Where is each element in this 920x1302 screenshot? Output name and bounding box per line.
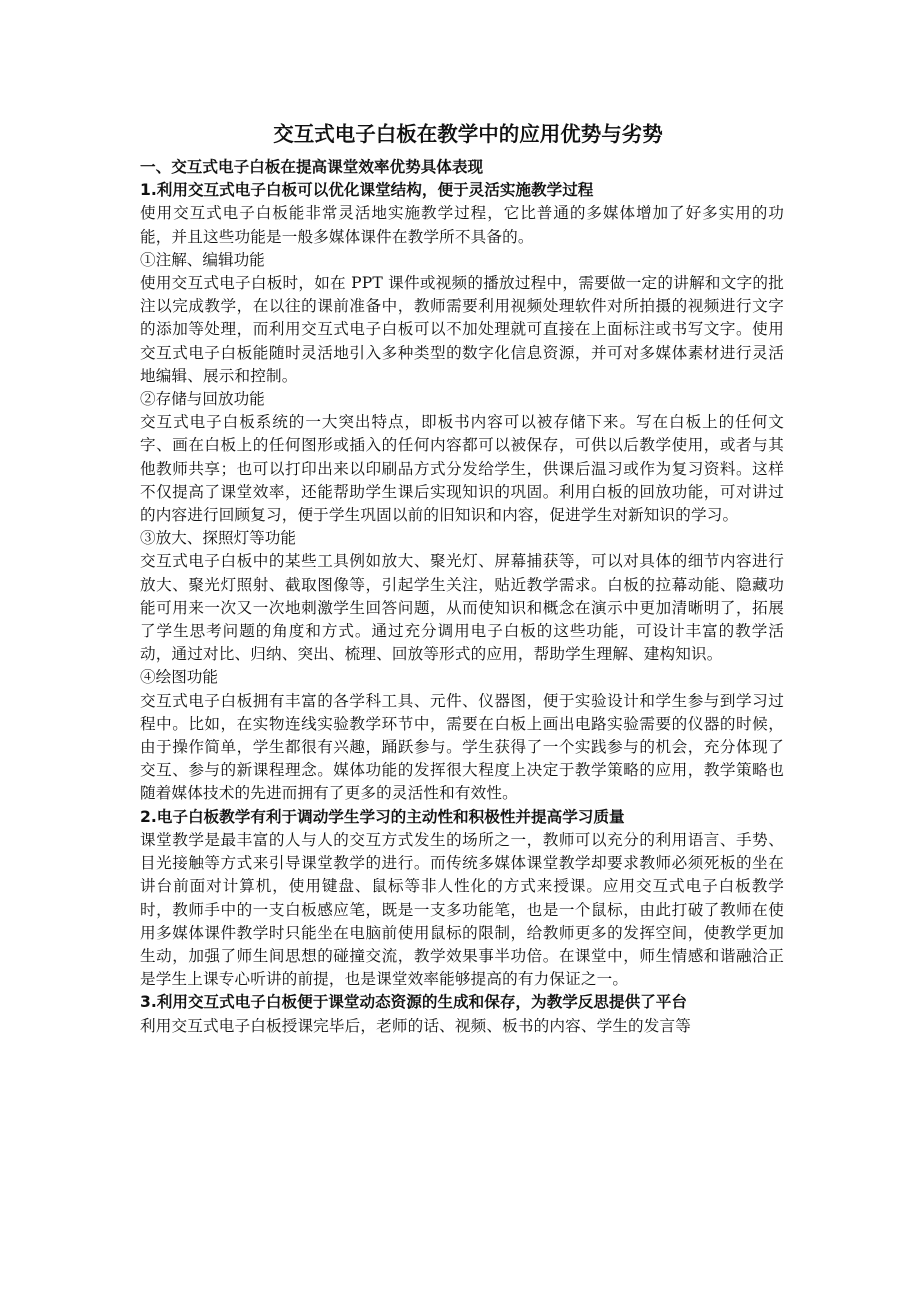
feature-title-drawing: ④绘图功能 [140, 668, 218, 687]
point-heading-3: 3.利用交互式电子白板便于课堂动态资源的生成和保存，为教学反思提供了平台 [140, 993, 687, 1012]
feature-text-annotate: 使用交互式电子白板时，如在 PPT 课件或视频的播放过程中，需要做一定的讲解和文字的批注以完成教学，在以往的课前准备中，教师需要利用视频处理软件对所拍摄的视频进行文字的添加等处理，而利用交互式电子白板可以不加处理就可直接在上面标注或书写文字。使用交互式电子白板能随时灵活地引入多种类型的数字化信息资源，并可对多媒体素材进行灵活地编辑、展示和控制。 [140, 274, 784, 385]
point-2-text: 课堂教学是最丰富的人与人的交互方式发生的场所之一，教师可以充分的利用语言、手势、目光接触等方式来引导课堂教学的进行。而传统多媒体课堂教学却要求教师必须死板的坐在讲台前面对计算机，使用键盘、鼠标等非人性化的方式来授课。应用交互式电子白板教学时，教师手中的一支白板感应笔，既是一支多功能笔，也是一个鼠标，由此打破了教师在使用多媒体课件教学时只能坐在电脑前使用鼠标的限制，给教师更多的发挥空间，使教学更加生动，加强了师生间思想的碰撞交流，教学效果事半功倍。在课堂中，师生情感和谐融洽正是学生上课专心听讲的前提，也是课堂效率能够提高的有力保证之一。 [140, 830, 784, 989]
feature-title-spotlight: ③放大、探照灯等功能 [140, 529, 296, 548]
point-1-intro: 使用交互式电子白板能非常灵活地实施教学过程，它比普通的多媒体增加了好多实用的功能，并且这些功能是一般多媒体课件在教学所不具备的。 [140, 204, 784, 246]
feature-text-spotlight: 交互式电子白板中的某些工具例如放大、聚光灯、屏幕捕获等，可以对具体的细节内容进行放大、聚光灯照射、截取图像等，引起学生关注，贴近教学需求。白板的拉幕动能、隐藏功能可用来一次又一次地刺激学生回答问题，从而使知识和概念在演示中更加清晰明了，拓展了学生思考问题的角度和方式。通过充分调用电子白板的这些功能，可设计丰富的教学活动，通过对比、归纳、突出、梳理、回放等形式的应用，帮助学生理解、建构知识。 [140, 552, 784, 664]
point-3-text: 利用交互式电子白板授课完毕后，老师的话、视频、板书的内容、学生的发言等 [140, 1016, 692, 1035]
feature-title-annotate: ①注解、编辑功能 [140, 250, 265, 269]
point-heading-2: 2.电子白板教学有利于调动学生学习的主动性和积极性并提高学习质量 [140, 807, 625, 826]
section-heading: 一、交互式电子白板在提高课堂效率优势具体表现 [140, 158, 484, 176]
feature-text-storage: 交互式电子白板系统的一大突出特点，即板书内容可以被存储下来。写在白板上的任何文字、画在白板上的任何图形或插入的任何内容都可以被保存，可供以后教学使用，或者与其他教师共享；也可以打印出来以印刷品方式分发给学生，供课后温习或作为复习资料。这样不仅提高了课堂效率，还能帮助学生课后实现知识的巩固。利用白板的回放功能，可对讲过的内容进行回顾复习，便于学生巩固以前的旧知识和内容，促进学生对新知识的学习。 [140, 413, 784, 525]
document-title: 交互式电子白板在教学中的应用优势与劣势 [273, 122, 663, 146]
feature-text-drawing: 交互式电子白板拥有丰富的各学科工具、元件、仪器图，便于实验设计和学生参与到学习过程中。比如，在实物连线实验教学环节中，需要在白板上画出电路实验需要的仪器的时候，由于操作简单，学生都很有兴趣，踊跃参与。学生获得了一个实践参与的机会，充分体现了交互、参与的新课程理念。媒体功能的发挥很大程度上决定于教学策略的应用，教学策略也随着媒体技术的先进而拥有了更多的灵活性和有效性。 [140, 691, 784, 803]
feature-title-storage: ②存储与回放功能 [140, 390, 265, 409]
point-heading-1: 1.利用交互式电子白板可以优化课堂结构，便于灵活实施教学过程 [140, 181, 594, 200]
document-page [140, 120, 784, 1038]
